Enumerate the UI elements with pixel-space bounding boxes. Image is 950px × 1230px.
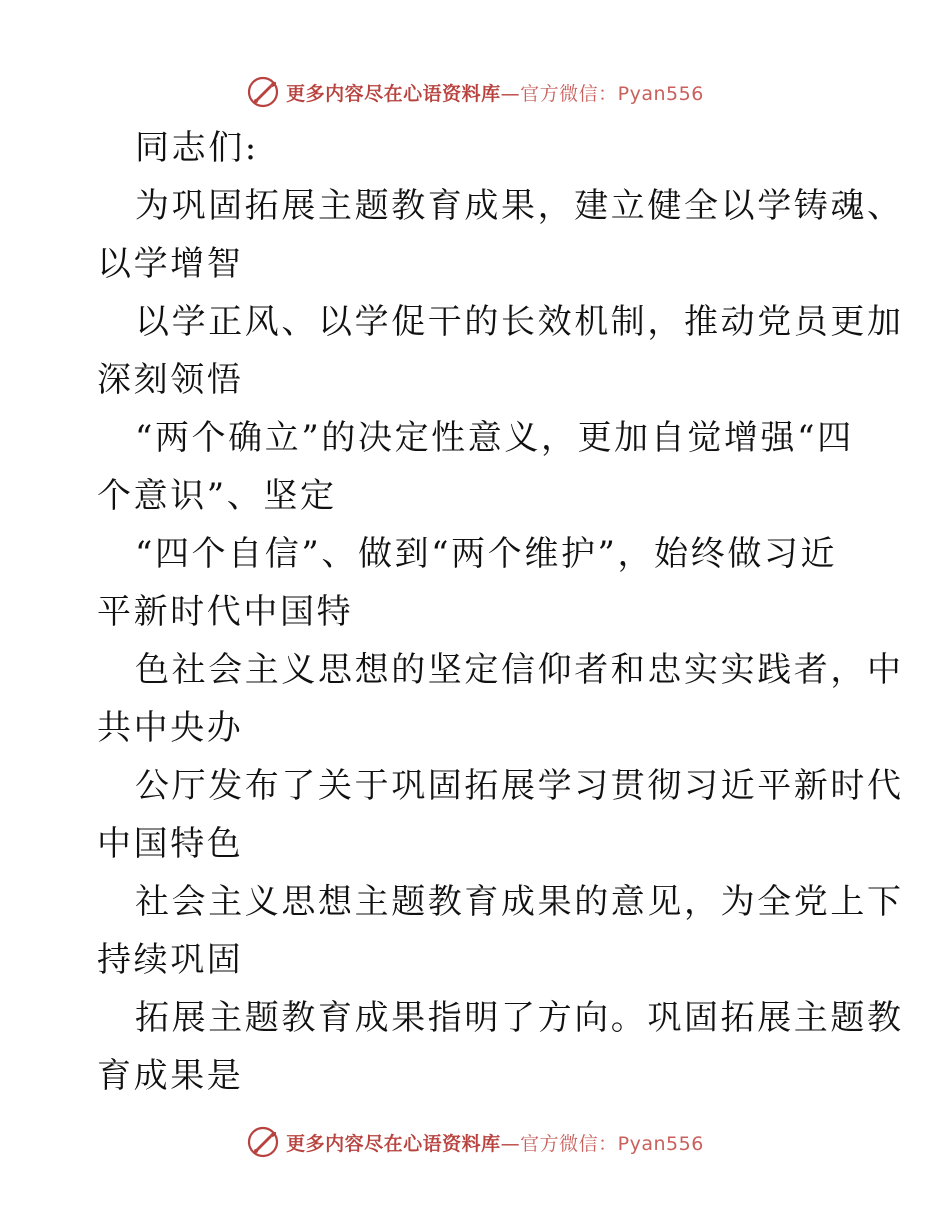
body-line: 社会主义思想主题教育成果的意见，为全党上下 bbox=[135, 882, 904, 922]
body-line: 色社会主义思想的坚定信仰者和忠实实践者，中 bbox=[135, 650, 904, 690]
body-line: 深刻领悟 bbox=[97, 360, 244, 400]
body-line: 同志们: bbox=[135, 128, 259, 168]
footer-separator: — bbox=[500, 1132, 521, 1155]
header-banner bbox=[0, 72, 950, 112]
header-text bbox=[286, 79, 704, 106]
body-line: 为巩固拓展主题教育成果，建立健全以学铸魂、 bbox=[135, 186, 904, 226]
body-line: 个意识”、坚定 bbox=[97, 476, 337, 516]
header-wechat-text: 官方微信：Pyan556 bbox=[520, 82, 704, 105]
header-brand-text: 更多内容尽在心语资料库 bbox=[286, 82, 501, 105]
body-line: 平新时代中国特 bbox=[97, 592, 354, 632]
body-line: “两个确立”的决定性意义，更加自觉增强“四 bbox=[135, 418, 854, 458]
body-line: 公厅发布了关于巩固拓展学习贯彻习近平新时代 bbox=[135, 766, 904, 806]
body-line: 持续巩固 bbox=[97, 940, 244, 980]
quill-pen-logo-icon bbox=[246, 75, 280, 109]
footer-text bbox=[286, 1129, 704, 1156]
body-line: 共中央办 bbox=[97, 708, 244, 748]
body-line: 育成果是 bbox=[97, 1056, 244, 1096]
body-line: “四个自信”、做到“两个维护”，始终做习近 bbox=[135, 534, 838, 574]
body-line: 拓展主题教育成果指明了方向。巩固拓展主题教 bbox=[135, 998, 904, 1038]
footer-wechat-text: 官方微信：Pyan556 bbox=[520, 1132, 704, 1155]
body-line: 以学增智 bbox=[97, 244, 244, 284]
header-separator: — bbox=[500, 82, 521, 105]
footer-banner bbox=[0, 1122, 950, 1162]
footer-brand-text: 更多内容尽在心语资料库 bbox=[286, 1132, 501, 1155]
body-line: 中国特色 bbox=[97, 824, 244, 864]
body-line: 以学正风、以学促干的长效机制，推动党员更加 bbox=[135, 302, 904, 342]
quill-pen-logo-icon bbox=[246, 1125, 280, 1159]
